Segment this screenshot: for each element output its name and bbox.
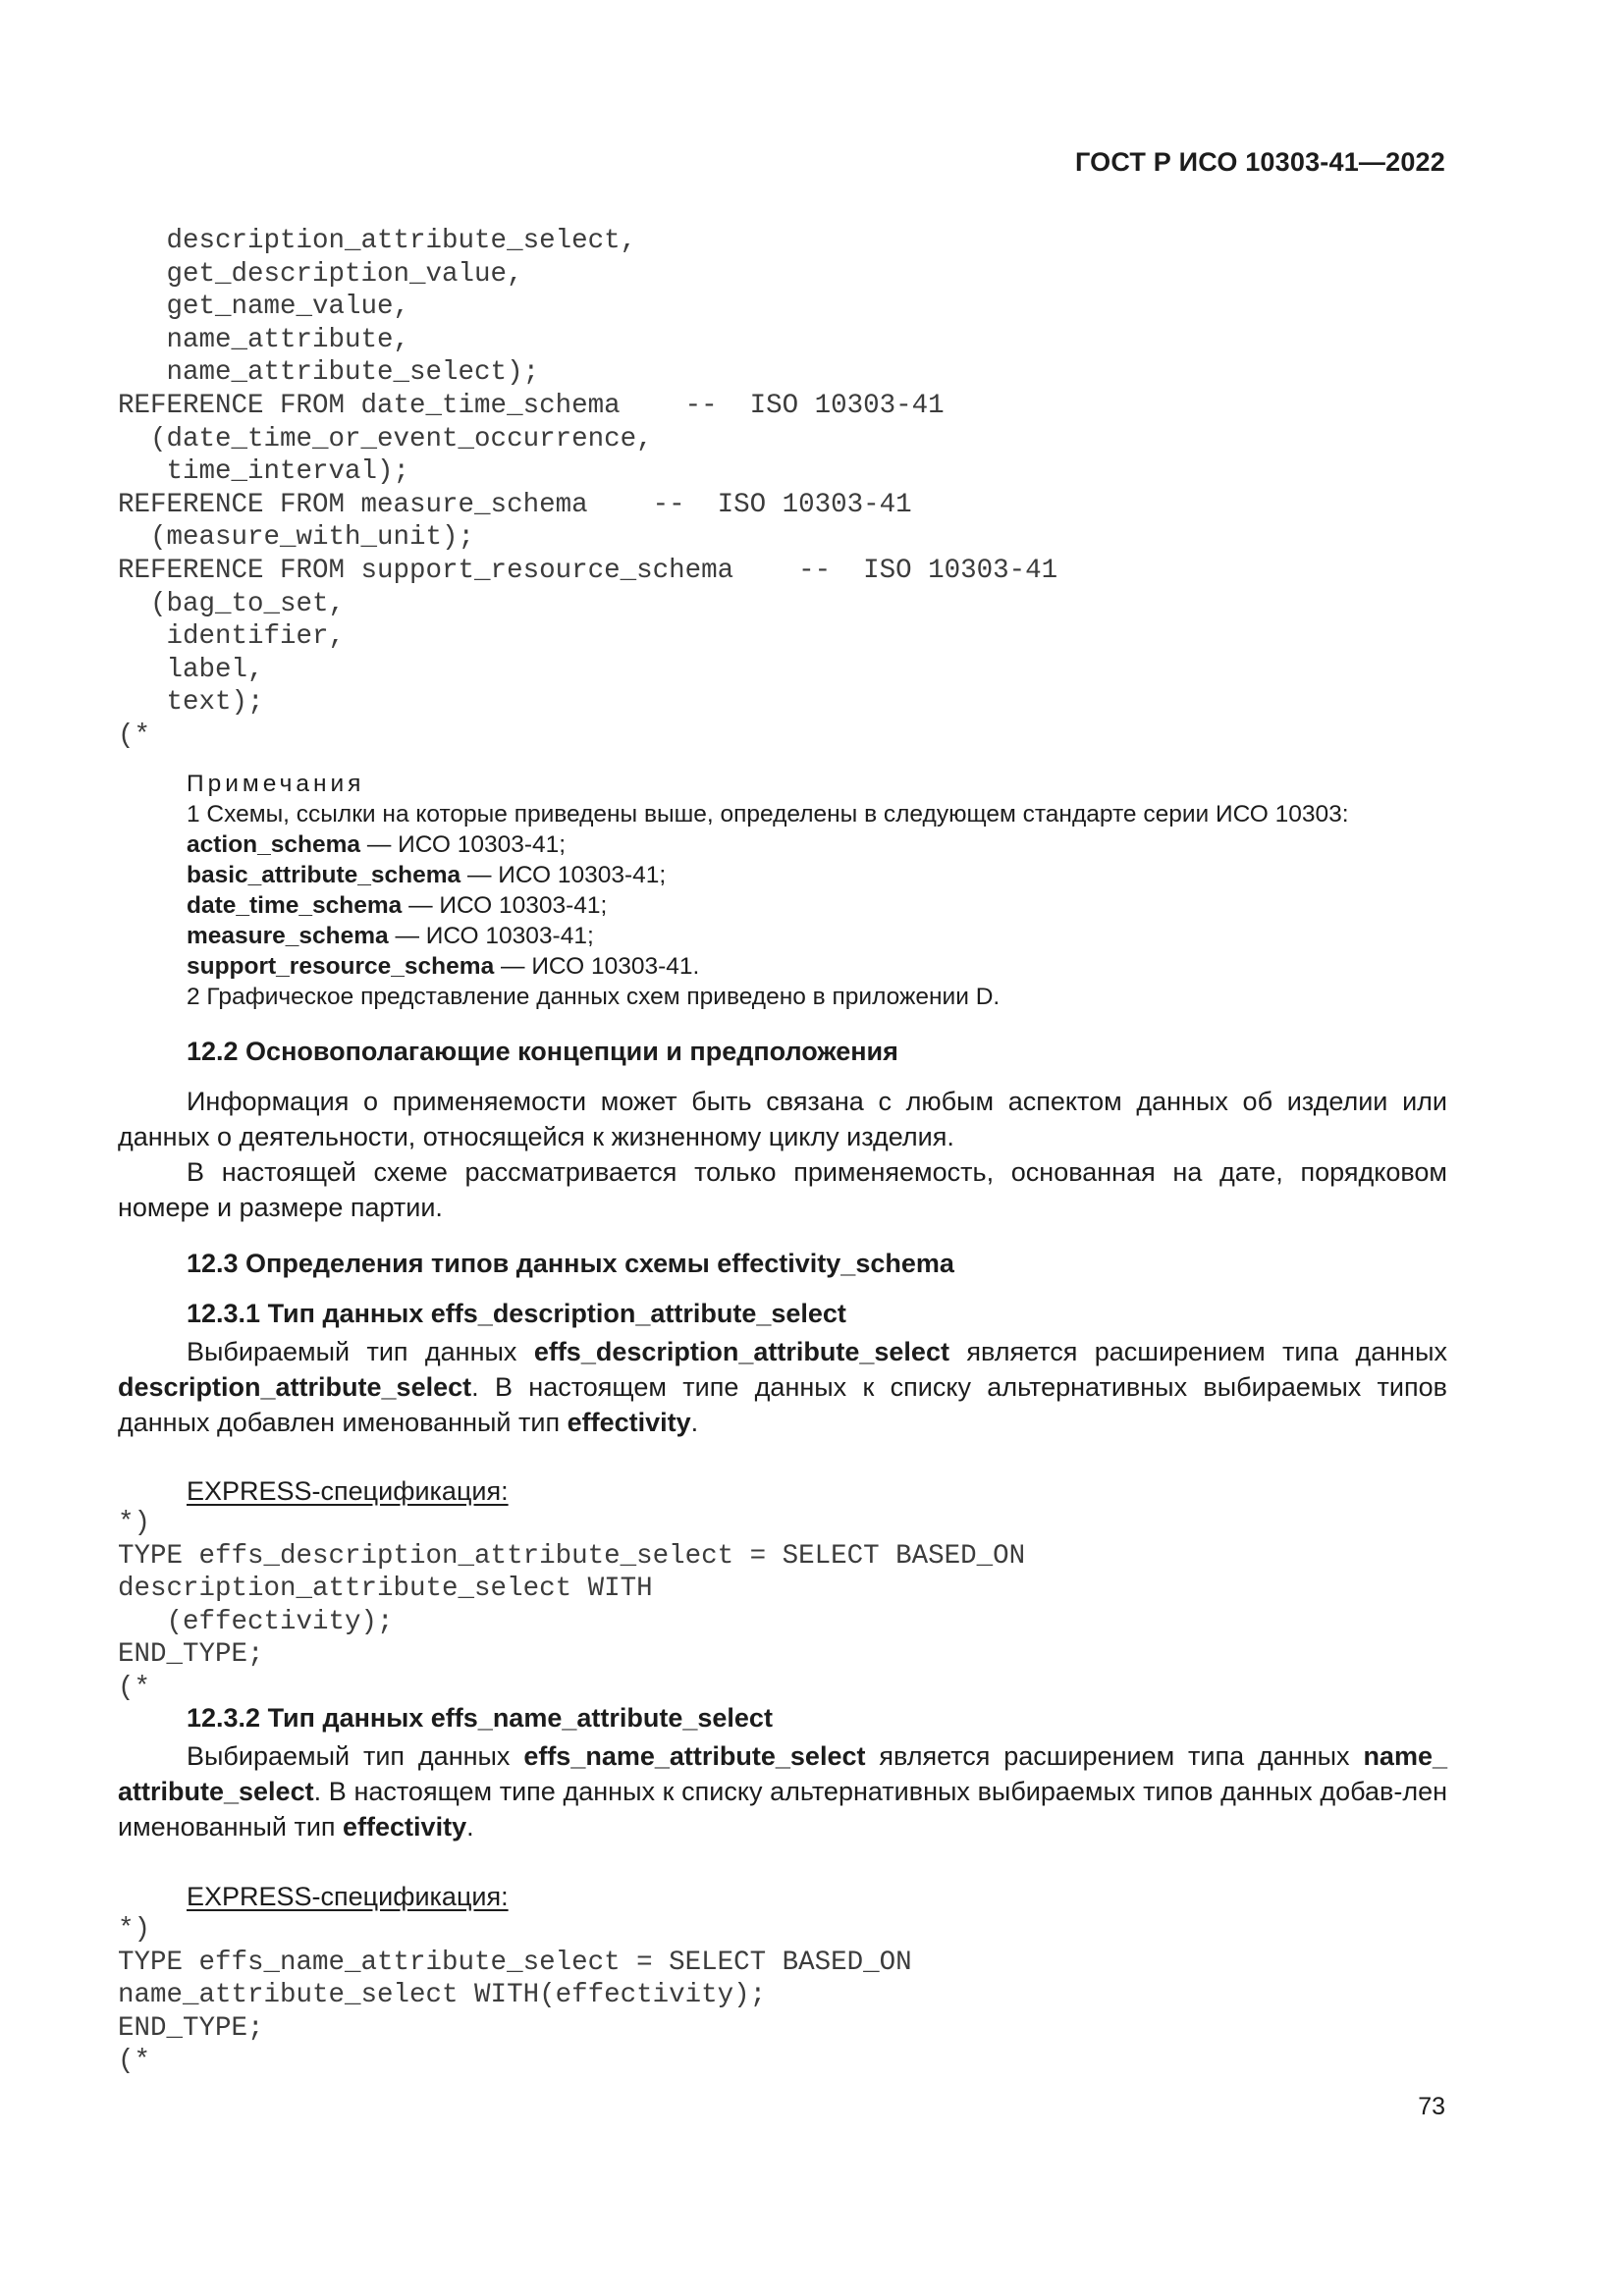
type-name: effectivity [567,1408,691,1437]
code-line: (* [118,2046,151,2077]
code-line: text); [118,687,264,719]
schema-name: measure_schema [187,923,389,949]
note-item-2: 2 Графическое представление данных схем приведено в приложении D. [187,984,1001,1010]
code-line: TYPE effs_description_attribute_select = SELECT BASED_ON [118,1540,1026,1572]
text-run: является расширением типа данных [948,1337,1447,1366]
note-schema-ref [187,860,1349,890]
schema-name: support_resource_schema [187,953,495,980]
code-line: identifier, [118,621,346,653]
schema-standard: — ИСО 10303-41; [460,862,667,888]
section-heading-12-3-1: 12.3.1 Тип данных effs_description_attribute_select [187,1299,846,1328]
code-line: (date_time_or_event_occurrence, [118,423,653,454]
notes-title: Примечания [187,771,365,797]
page-number: 73 [1418,2093,1445,2120]
express-spec-label: EXPRESS-спецификация: [187,1476,509,1506]
code-line: (measure_with_unit); [118,522,475,554]
code-line: TYPE effs_name_attribute_select = SELECT BASED_ON [118,1947,912,1978]
type-name: effectivity [343,1812,467,1842]
text-run: является расширением типа данных [865,1741,1364,1771]
code-line: END_TYPE; [118,1639,264,1671]
section-heading-12-2: 12.2 Основополагающие концепции и предположения [187,1037,898,1066]
schema-name: date_time_schema [187,892,403,919]
code-line: label, [118,654,264,685]
code-line: (bag_to_set, [118,588,346,619]
paragraph: В настоящей схеме рассматривается только применяемость, основанная на дате, порядковом номере и размере партии. [118,1157,1447,1222]
paragraph [118,1334,1447,1440]
note-schema-ref [187,890,1349,921]
schema-standard: — ИСО 10303-41; [360,831,567,858]
code-line: description_attribute_select WITH [118,1574,653,1605]
schema-standard: — ИСО 10303-41; [388,923,594,949]
type-name: effs_name_attribute_select [523,1741,866,1771]
code-line: get_name_value, [118,292,410,323]
text-run: Выбираемый тип данных [187,1741,524,1771]
section-heading-12-3: 12.3 Определения типов данных схемы effectivity_schema [187,1249,954,1278]
code-line: REFERENCE FROM support_resource_schema -- ISO 10303-41 [118,555,1058,586]
schema-name: action_schema [187,831,361,858]
paragraph [118,1738,1447,1844]
document-standard-id: ГОСТ Р ИСО 10303-41—2022 [1075,147,1445,177]
note-schema-ref [187,951,1349,982]
text-run: . В настоящем типе данных к списку альтернативных выбираемых типов данных добав-лен именованный тип [118,1777,1447,1842]
code-line: *) [118,1508,151,1538]
code-line: name_attribute, [118,324,410,355]
code-block-reference-list [118,225,1057,753]
note-item-1: 1 Схемы, ссылки на которые приведены выше, определены в следующем стандарте серии ИСО 10303: [187,801,1349,828]
code-line: name_attribute_select); [118,357,540,389]
schema-standard: — ИСО 10303-41; [402,892,608,919]
code-line: *) [118,1914,151,1945]
code-line: description_attribute_select, [118,226,637,256]
code-line: name_attribute_select WITH(effectivity); [118,1980,767,2011]
text-run: Выбираемый тип данных [187,1337,534,1366]
note-schema-ref [187,921,1349,951]
code-line: (* [118,720,151,751]
type-name: name_ attribute_select [118,1741,1447,1806]
text-run: . [466,1812,474,1842]
code-line: REFERENCE FROM measure_schema -- ISO 10303-41 [118,489,912,520]
section-heading-12-3-2: 12.3.2 Тип данных effs_name_attribute_select [187,1703,773,1733]
code-line: REFERENCE FROM date_time_schema -- ISO 10303-41 [118,390,945,421]
code-line: time_interval); [118,456,410,488]
paragraph: Информация о применяемости может быть связана с любым аспектом данных об изделии или данных о деятельности, относящейся к жизненному циклу изделия. [118,1087,1447,1151]
type-name: description_attribute_select [118,1372,472,1402]
code-block-effs-name [118,1913,912,2078]
code-line: END_TYPE; [118,2012,264,2044]
text-run: . [690,1408,699,1437]
code-line: (effectivity); [118,1606,394,1637]
type-name: effs_description_attribute_select [533,1337,949,1366]
schema-standard: — ИСО 10303-41. [494,953,700,980]
express-spec-label: EXPRESS-спецификация: [187,1882,509,1911]
code-line: (* [118,1672,151,1703]
code-line: get_description_value, [118,258,523,290]
note-schema-ref [187,829,1349,860]
code-block-effs-description [118,1507,1025,1705]
text-run: . В настоящем типе данных к списку альтернативных выбираемых типов данных добавлен именованный тип [118,1372,1447,1437]
notes-block [187,769,1349,1012]
schema-name: basic_attribute_schema [187,862,461,888]
